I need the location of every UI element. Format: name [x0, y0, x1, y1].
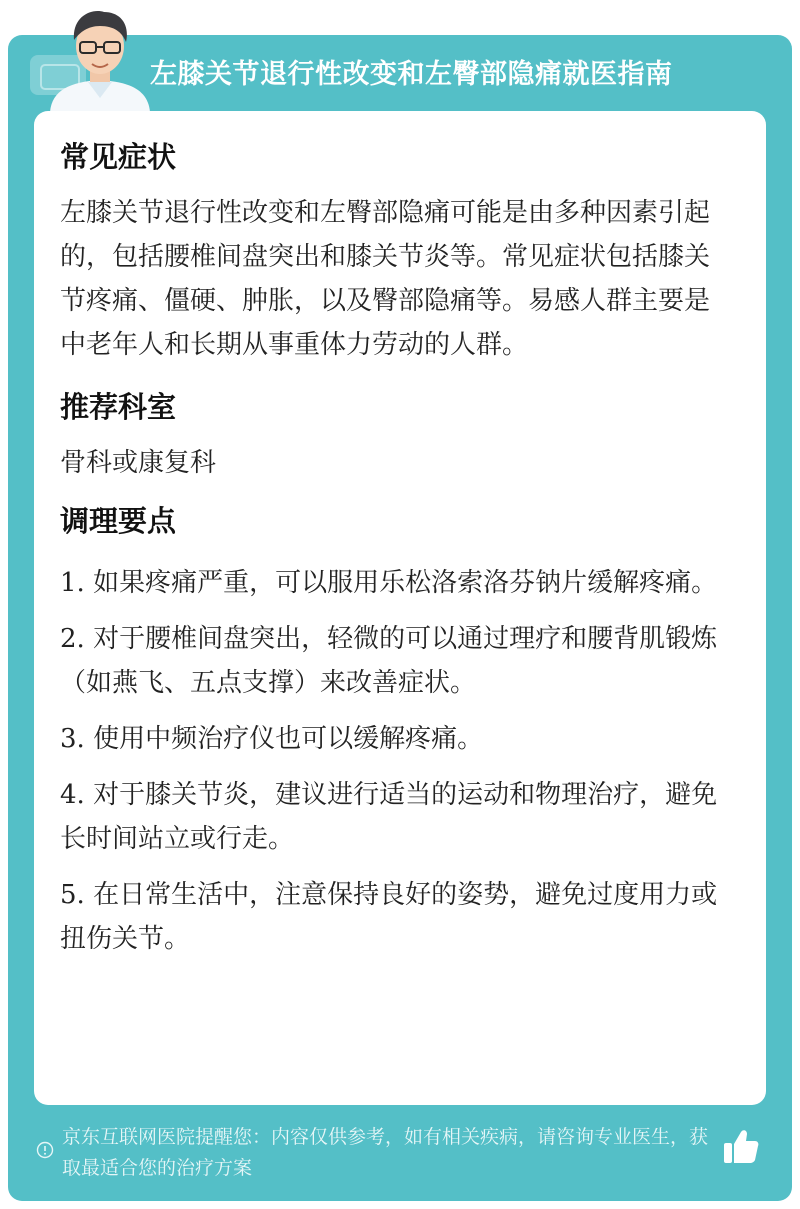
- content-card: [34, 111, 766, 1105]
- thumbs-up-icon[interactable]: [722, 1126, 760, 1166]
- care-item-2: [60, 617, 728, 705]
- footer-disclaimer: 京东互联网医院提醒您：内容仅供参考，如有相关疾病，请咨询专业医生，获取最适合您的治疗方案: [62, 1126, 709, 1179]
- info-icon: [36, 1141, 54, 1159]
- page-title: 左膝关节退行性改变和左臀部隐痛就医指南: [150, 59, 673, 90]
- department-text: 骨科或康复科: [60, 448, 217, 478]
- care-item-4: [60, 773, 728, 861]
- care-heading: 调理要点: [60, 504, 177, 538]
- care-item-number: 5.: [60, 880, 85, 910]
- care-item-text: 在日常生活中，注意保持良好的姿势，避免过度用力或扭伤关节。: [60, 880, 718, 954]
- care-list: [60, 561, 728, 961]
- care-item-number: 2.: [60, 624, 85, 654]
- care-item-5: [60, 873, 728, 961]
- care-item-number: 1.: [60, 568, 85, 598]
- symptoms-text: 左膝关节退行性改变和左臀部隐痛可能是由多种因素引起的，包括腰椎间盘突出和膝关节炎等。常见症状包括膝关节疼痛、僵硬、肿胀，以及臀部隐痛等。易感人群主要是中老年人和长期从事重体力劳动的人群。: [60, 198, 711, 360]
- care-item-text: 对于腰椎间盘突出，轻微的可以通过理疗和腰背肌锻炼（如燕飞、五点支撑）来改善症状。: [60, 624, 718, 698]
- doctor-avatar: [40, 2, 160, 112]
- care-item-text: 对于膝关节炎，建议进行适当的运动和物理治疗，避免长时间站立或行走。: [60, 780, 718, 854]
- symptoms-heading: 常见症状: [60, 140, 177, 174]
- content-body: [60, 133, 728, 973]
- care-item-text: 使用中频治疗仪也可以缓解疼痛。: [93, 724, 484, 754]
- care-item-1: [60, 561, 728, 605]
- care-item-3: [60, 717, 728, 761]
- care-item-text: 如果疼痛严重，可以服用乐松洛索洛芬钠片缓解疼痛。: [93, 568, 718, 598]
- department-heading: 推荐科室: [60, 390, 177, 424]
- care-item-number: 3.: [60, 724, 85, 754]
- care-item-number: 4.: [60, 780, 85, 810]
